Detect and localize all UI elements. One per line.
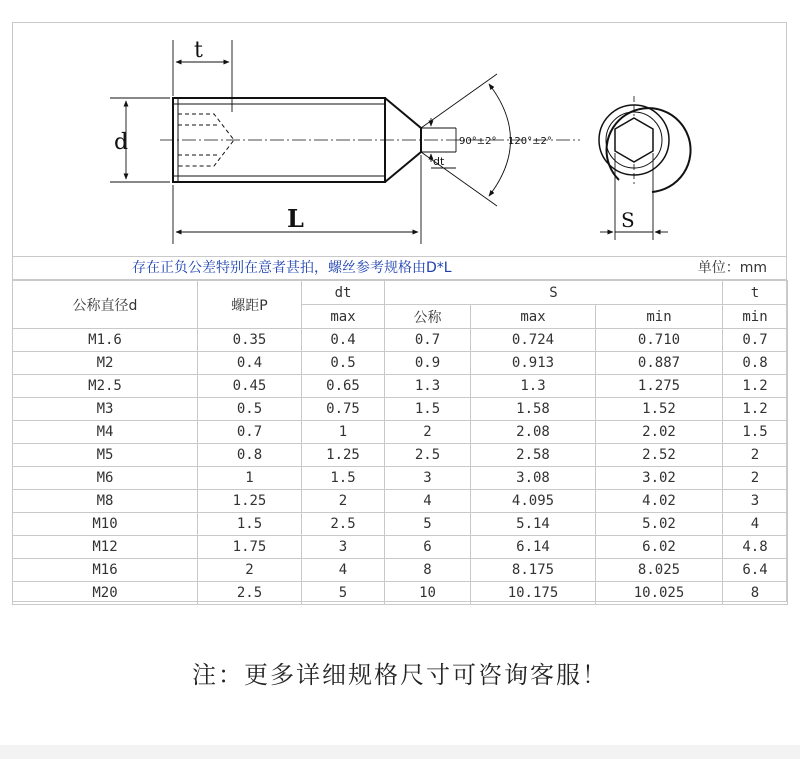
dt-label: dt [433, 155, 445, 168]
table-row [13, 490, 788, 513]
cell-s-max: 1.3 [471, 375, 596, 398]
cell-s-min: 1.275 [596, 375, 723, 398]
cell-s-min: 4.02 [596, 490, 723, 513]
spec-table [12, 280, 788, 605]
cell-nominal-diameter: M20 [13, 582, 198, 605]
cell-s-max: 3.08 [471, 467, 596, 490]
notice-bar [12, 256, 787, 280]
cell-s-nominal: 0.7 [385, 329, 471, 352]
cell-t-min: 1.5 [723, 421, 788, 444]
set-screw-diagram [0, 0, 800, 256]
cell-s-max: 5.14 [471, 513, 596, 536]
cell-s-min: 6.02 [596, 536, 723, 559]
cell-t-min: 0.8 [723, 352, 788, 375]
cell-pitch: 0.35 [198, 329, 302, 352]
cell-dt-max: 1.25 [302, 444, 385, 467]
cell-pitch: 0.45 [198, 375, 302, 398]
table-row [13, 375, 788, 398]
cell-pitch: 1.5 [198, 513, 302, 536]
cell-t-min: 1.2 [723, 398, 788, 421]
cell-nominal-diameter: M3 [13, 398, 198, 421]
cell-s-min: 2.52 [596, 444, 723, 467]
cell-pitch: 0.5 [198, 398, 302, 421]
cell-t-min: 1.2 [723, 375, 788, 398]
cell-pitch: 2 [198, 559, 302, 582]
cell-s-max: 2.08 [471, 421, 596, 444]
cell-s-nominal: 4 [385, 490, 471, 513]
screw-end-view [599, 96, 691, 192]
cell-t-min: 8 [723, 582, 788, 605]
cell-dt-max: 0.65 [302, 375, 385, 398]
cell-t-min: 6.4 [723, 559, 788, 582]
cell-dt-max: 2.5 [302, 513, 385, 536]
cell-s-max: 0.913 [471, 352, 596, 375]
header-t: t [723, 281, 788, 305]
cell-t-min: 4 [723, 513, 788, 536]
table-row [13, 559, 788, 582]
cell-pitch: 1.25 [198, 490, 302, 513]
cell-s-max: 10.175 [471, 582, 596, 605]
cell-s-max: 2.58 [471, 444, 596, 467]
cell-s-max: 0.724 [471, 329, 596, 352]
header-pitch: 螺距P [198, 281, 302, 329]
L-label: L [287, 204, 304, 233]
cell-dt-max: 1.5 [302, 467, 385, 490]
cell-nominal-diameter: M8 [13, 490, 198, 513]
cell-dt-max: 4 [302, 559, 385, 582]
cell-s-min: 0.887 [596, 352, 723, 375]
cell-t-min: 2 [723, 467, 788, 490]
cell-nominal-diameter: M5 [13, 444, 198, 467]
cell-dt-max: 3 [302, 536, 385, 559]
table-row [13, 329, 788, 352]
header-dt: dt [302, 281, 385, 305]
cell-nominal-diameter: M2.5 [13, 375, 198, 398]
cell-s-nominal: 8 [385, 559, 471, 582]
cell-dt-max: 1 [302, 421, 385, 444]
s-label: S [621, 208, 635, 232]
cell-nominal-diameter: M6 [13, 467, 198, 490]
cell-dt-max: 5 [302, 582, 385, 605]
cell-nominal-diameter: M16 [13, 559, 198, 582]
bottom-band [0, 745, 800, 759]
table-row [13, 352, 788, 375]
angle-90-label: 90°±2° [459, 136, 497, 147]
header-dt-max: max [302, 305, 385, 329]
table-row [13, 467, 788, 490]
table-row [13, 513, 788, 536]
cell-s-max: 4.095 [471, 490, 596, 513]
table-row [13, 536, 788, 559]
cell-s-min: 10.025 [596, 582, 723, 605]
cell-s-max: 6.14 [471, 536, 596, 559]
cell-s-min: 3.02 [596, 467, 723, 490]
cell-dt-max: 0.5 [302, 352, 385, 375]
cell-nominal-diameter: M4 [13, 421, 198, 444]
table-row [13, 444, 788, 467]
cell-s-nominal: 0.9 [385, 352, 471, 375]
header-nominal-diameter: 公称直径d [13, 281, 198, 329]
tolerance-notice: 存在正负公差特别在意者甚拍，螺丝参考规格由D*L [132, 260, 452, 276]
cell-s-max: 8.175 [471, 559, 596, 582]
table-row [13, 582, 788, 605]
cell-dt-max: 2 [302, 490, 385, 513]
cell-s-max: 1.58 [471, 398, 596, 421]
cell-dt-max: 0.75 [302, 398, 385, 421]
cell-s-nominal: 10 [385, 582, 471, 605]
angle-120-label: 120°±2° [508, 136, 552, 147]
cell-s-nominal: 1.3 [385, 375, 471, 398]
cell-s-nominal: 5 [385, 513, 471, 536]
cell-s-nominal: 6 [385, 536, 471, 559]
cell-t-min: 3 [723, 490, 788, 513]
table-row [13, 398, 788, 421]
cell-nominal-diameter: M1.6 [13, 329, 198, 352]
cell-s-min: 8.025 [596, 559, 723, 582]
footer-note: 注：更多详细规格尺寸可咨询客服！ [192, 661, 608, 689]
unit-label: 单位：mm [697, 260, 767, 276]
cell-s-min: 0.710 [596, 329, 723, 352]
spec-table-body [13, 329, 788, 605]
cell-nominal-diameter: M12 [13, 536, 198, 559]
header-s-min: min [596, 305, 723, 329]
header-t-min: min [723, 305, 788, 329]
cell-pitch: 0.7 [198, 421, 302, 444]
cell-pitch: 0.8 [198, 444, 302, 467]
table-row [13, 421, 788, 444]
header-s-max: max [471, 305, 596, 329]
header-s-nominal: 公称 [385, 305, 471, 329]
cell-s-nominal: 2 [385, 421, 471, 444]
cell-pitch: 0.4 [198, 352, 302, 375]
cell-pitch: 1.75 [198, 536, 302, 559]
cell-dt-max: 0.4 [302, 329, 385, 352]
cell-pitch: 2.5 [198, 582, 302, 605]
cell-s-nominal: 3 [385, 467, 471, 490]
header-s: S [385, 281, 723, 305]
cell-s-nominal: 2.5 [385, 444, 471, 467]
cell-nominal-diameter: M10 [13, 513, 198, 536]
cell-pitch: 1 [198, 467, 302, 490]
cell-t-min: 4.8 [723, 536, 788, 559]
cell-t-min: 2 [723, 444, 788, 467]
cell-t-min: 0.7 [723, 329, 788, 352]
cell-s-min: 2.02 [596, 421, 723, 444]
cell-nominal-diameter: M2 [13, 352, 198, 375]
cell-s-nominal: 1.5 [385, 398, 471, 421]
d-label: d [114, 130, 129, 155]
cell-s-min: 5.02 [596, 513, 723, 536]
t-label: t [194, 38, 203, 63]
cell-s-min: 1.52 [596, 398, 723, 421]
